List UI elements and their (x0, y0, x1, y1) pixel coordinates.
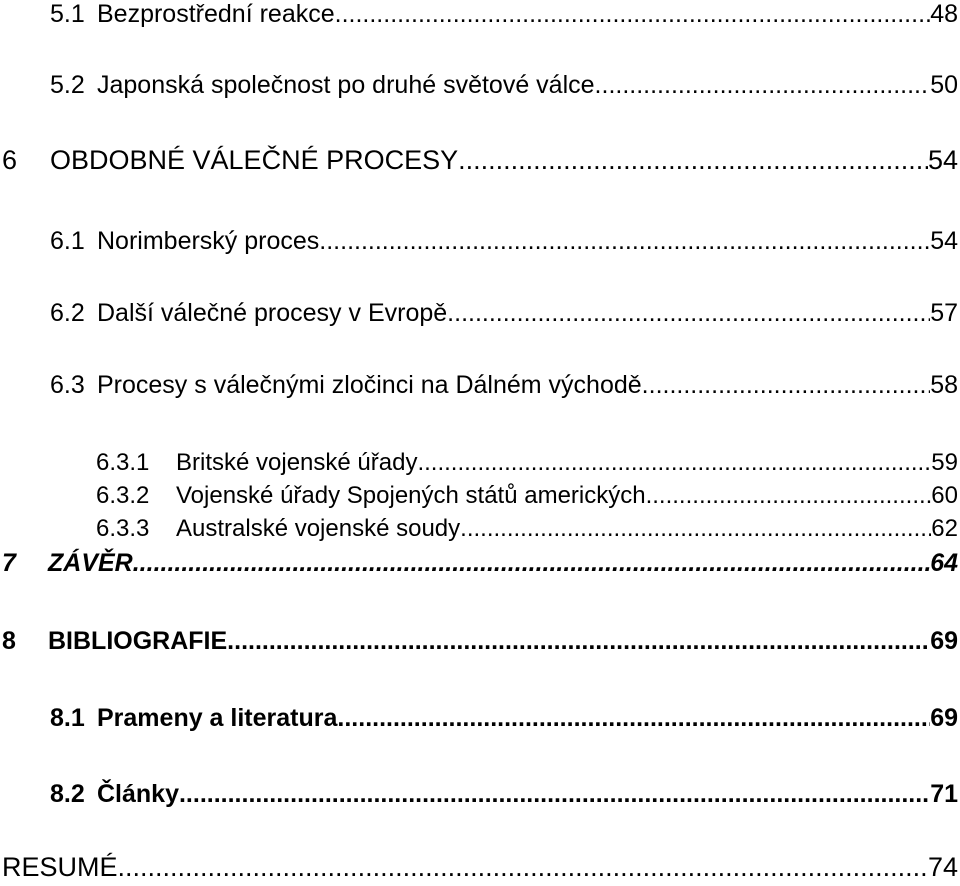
entry-number: 6.3.2 (96, 482, 150, 509)
dot-leader (646, 481, 932, 511)
entry-page: 50 (930, 71, 958, 99)
entry-number: 6.3.1 (96, 449, 150, 476)
toc-entry-6-3[interactable] (50, 370, 958, 400)
dot-leader (179, 779, 930, 809)
dot-leader (595, 70, 931, 100)
entry-title: BIBLIOGRAFIE (48, 627, 228, 655)
entry-page: 58 (930, 371, 958, 399)
entry-page: 54 (930, 227, 958, 255)
entry-number: 6.2 (50, 299, 85, 327)
entry-page: 64 (930, 549, 958, 577)
entry-number: 5.2 (50, 71, 85, 99)
dot-leader (319, 226, 930, 256)
entry-number: 6.1 (50, 227, 85, 255)
entry-page: 54 (927, 145, 958, 175)
entry-number: 8.2 (50, 780, 85, 808)
entry-title: RESUMÉ (2, 852, 118, 882)
dot-leader (447, 298, 930, 328)
entry-title: Australské vojenské soudy (176, 515, 461, 542)
dot-leader (642, 370, 931, 400)
toc-entry-7[interactable] (2, 548, 958, 578)
dot-leader (460, 514, 931, 544)
entry-number: 6 (2, 145, 18, 175)
entry-page: 74 (927, 852, 958, 882)
entry-number: 6.3 (50, 371, 85, 399)
toc-entry-6-2[interactable] (50, 298, 958, 328)
entry-page: 62 (931, 515, 958, 542)
toc-entry-8-2[interactable] (50, 779, 958, 809)
dot-leader (133, 548, 930, 578)
toc-entry-6-1[interactable] (50, 226, 958, 256)
dot-leader (335, 0, 931, 29)
entry-number: 5.1 (50, 0, 85, 28)
toc-entry-resume[interactable] (2, 852, 958, 882)
toc-entry-6-3-1[interactable] (96, 448, 958, 478)
entry-title: Britské vojenské úřady (176, 449, 418, 476)
dot-leader (118, 852, 928, 882)
toc-entry-8-1[interactable] (50, 703, 958, 733)
entry-title: OBDOBNÉ VÁLEČNÉ PROCESY (50, 145, 459, 175)
dot-leader (337, 703, 930, 733)
entry-title: Norimberský proces (97, 227, 320, 255)
entry-title: Další válečné procesy v Evropě (97, 299, 448, 327)
entry-title: Vojenské úřady Spojených států amerických (176, 482, 646, 509)
entry-title: Procesy s válečnými zločinci na Dálném východě (97, 371, 642, 399)
toc-entry-5-2[interactable] (50, 70, 958, 100)
dot-leader (227, 626, 930, 656)
entry-page: 48 (930, 0, 958, 28)
entry-page: 69 (930, 704, 958, 732)
dot-leader (417, 448, 931, 478)
toc-entry-8[interactable] (2, 626, 958, 656)
toc-entry-6-3-2[interactable] (96, 481, 958, 511)
toc-entry-5-1[interactable] (50, 0, 958, 29)
entry-page: 69 (930, 627, 958, 655)
entry-number: 6.3.3 (96, 515, 150, 542)
entry-title: Japonská společnost po druhé světové válce (97, 71, 595, 99)
entry-page: 59 (931, 449, 958, 476)
entry-title: Prameny a literatura (97, 704, 338, 732)
entry-page: 71 (930, 780, 958, 808)
toc-entry-6[interactable] (2, 145, 958, 175)
entry-page: 60 (931, 482, 958, 509)
entry-title: Články (97, 780, 179, 808)
dot-leader (458, 145, 928, 175)
entry-number: 8.1 (50, 704, 85, 732)
entry-title: ZÁVĚR (48, 549, 133, 577)
entry-page: 57 (930, 299, 958, 327)
entry-number: 8 (2, 627, 16, 655)
entry-title: Bezprostřední reakce (97, 0, 335, 28)
toc-entry-6-3-3[interactable] (96, 514, 958, 544)
entry-number: 7 (2, 549, 16, 577)
